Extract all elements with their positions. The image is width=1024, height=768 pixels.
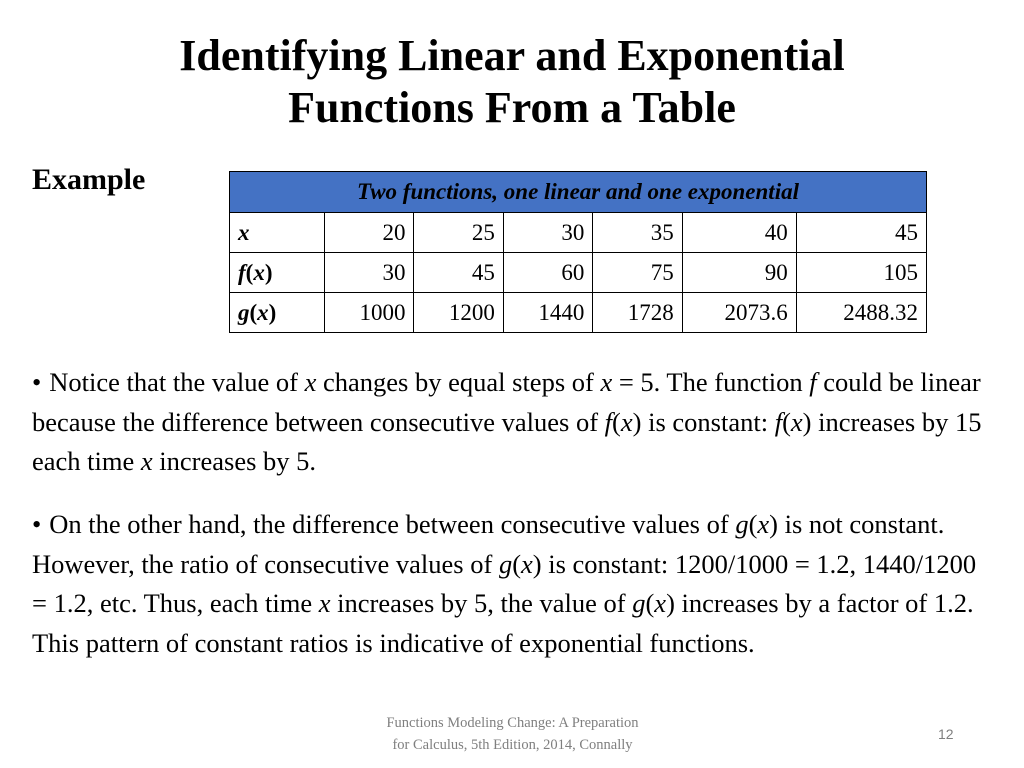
footer-line-2: for Calculus, 5th Edition, 2014, Connally — [392, 737, 633, 753]
text-segment: increases by 5, the value of — [330, 588, 633, 618]
text-segment: g — [632, 588, 646, 618]
table-cell: 45 — [414, 253, 503, 293]
table-cell: 75 — [593, 253, 682, 293]
table-cell: 1440 — [503, 293, 592, 333]
text-segment: Notice that the value of — [49, 367, 305, 397]
slide-title-line-2: Functions From a Table — [288, 83, 736, 132]
text-segment: ) increases by 15 each time — [32, 406, 982, 476]
text-segment: x — [654, 588, 667, 618]
table-cell: 105 — [796, 253, 926, 293]
table-row — [230, 213, 927, 253]
text-segment: g — [735, 509, 749, 539]
bullet-icon: • — [32, 367, 42, 397]
paragraph-1-text — [32, 367, 981, 476]
text-segment: increases by 5. — [152, 446, 317, 476]
table-cell: 25 — [414, 213, 503, 253]
bullet-paragraph-2 — [32, 505, 997, 663]
text-segment: x — [600, 367, 613, 397]
text-segment: x — [304, 367, 317, 397]
table-row — [230, 253, 927, 293]
table-cell: 1000 — [325, 293, 414, 333]
text-segment: could be linear because the difference between consecutive values of — [32, 367, 981, 437]
function-table — [229, 171, 927, 333]
text-segment: x — [140, 446, 153, 476]
text-segment: x — [521, 548, 533, 579]
bullet-icon: • — [32, 509, 42, 539]
text-segment: ( — [782, 406, 791, 437]
text-segment: changes by equal steps of — [316, 367, 601, 397]
text-segment: x — [318, 588, 331, 618]
text-segment: f — [604, 406, 613, 437]
text-segment: x — [790, 406, 803, 437]
text-segment: g — [498, 548, 513, 579]
table-cell: 30 — [503, 213, 592, 253]
text-segment: ) is constant: 1200/1000 = 1.2, 1440/1200 = 1.2, etc. Thus, each time — [32, 548, 977, 618]
table-row — [230, 293, 927, 333]
paragraph-2-text — [32, 509, 976, 658]
table-cell: 40 — [682, 213, 796, 253]
footer-line-1: Functions Modeling Change: A Preparation — [386, 715, 639, 731]
table-cell: 35 — [593, 213, 682, 253]
text-segment: f — [809, 367, 817, 397]
table-cell: 30 — [325, 253, 414, 293]
text-segment: x — [620, 406, 633, 437]
text-segment: ( — [645, 588, 655, 618]
table-caption: Two functions, one linear and one exponential — [230, 172, 927, 213]
table-row-label: x — [230, 213, 325, 253]
text-segment: x — [757, 509, 770, 539]
text-segment: ) increases by a factor of 1.2. This pattern of constant ratios is indicative of exponential functions. — [32, 588, 974, 658]
table-cell: 1200 — [414, 293, 503, 333]
table-cell: 90 — [682, 253, 796, 293]
text-segment: ( — [612, 406, 621, 437]
text-segment: ) is not constant. However, the ratio of consecutive values of — [32, 509, 945, 579]
table-cell: 45 — [796, 213, 926, 253]
table-body — [230, 213, 927, 333]
text-segment: ) is constant: — [632, 406, 775, 437]
slide-title-line-1: Identifying Linear and Exponential — [179, 31, 845, 80]
example-label: Example — [32, 163, 146, 196]
table-cell: 20 — [325, 213, 414, 253]
table-row-label: f(x) — [230, 253, 325, 293]
table-cell: 60 — [503, 253, 592, 293]
text-segment: f — [774, 406, 783, 437]
bullet-paragraph-1 — [32, 363, 997, 482]
text-segment: = 5. The function — [612, 367, 810, 397]
slide-footer — [345, 712, 680, 756]
table-cell: 2488.32 — [796, 293, 926, 333]
text-segment: ( — [748, 509, 758, 539]
text-segment: On the other hand, the difference between consecutive values of — [49, 509, 736, 539]
table-cell: 1728 — [593, 293, 682, 333]
slide-title — [0, 30, 1024, 134]
page-number: 12 — [938, 726, 954, 742]
table-row-label: g(x) — [230, 293, 325, 333]
text-segment: ( — [512, 548, 522, 579]
table-cell: 2073.6 — [682, 293, 796, 333]
